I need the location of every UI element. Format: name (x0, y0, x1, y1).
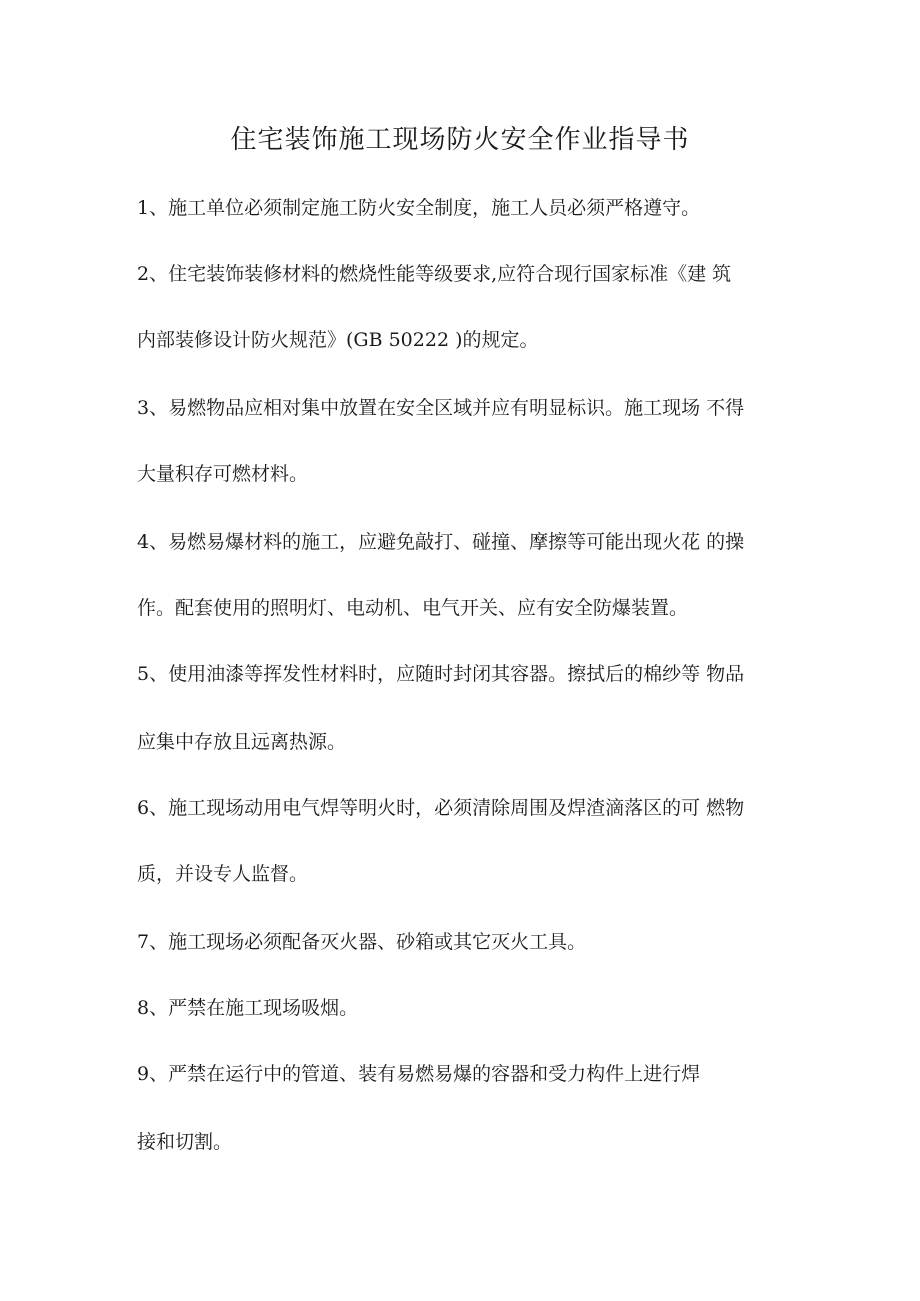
text-line: 大量积存可燃材料。 (137, 463, 309, 485)
text-line: 3、易燃物品应相对集中放置在安全区域并应有明显标识。施工现场 不得 (137, 397, 745, 419)
text-line: 接和切割。 (137, 1131, 233, 1153)
text-line: 1、施工单位必须制定施工防火安全制度，施工人员必须严格遵守。 (137, 197, 701, 219)
text-line: 内部装修设计防火规范》(GB 50222 )的规定。 (137, 329, 539, 351)
text-line: 5、使用油漆等挥发性材料时，应随时封闭其容器。擦拭后的棉纱等 物品 (137, 663, 745, 685)
text-line: 6、施工现场动用电气焊等明火时，必须清除周围及焊渣滴落区的可 燃物 (137, 797, 745, 819)
document-title: 住宅装饰施工现场防火安全作业指导书 (230, 125, 690, 155)
text-line: 应集中存放且远离热源。 (137, 731, 347, 753)
text-line: 8、严禁在施工现场吸烟。 (137, 997, 359, 1019)
text-line: 质，并设专人监督。 (137, 863, 309, 885)
text-line: 2、住宅装饰装修材料的燃烧性能等级要求,应符合现行国家标准《建 筑 (137, 263, 732, 285)
text-line: 作。配套使用的照明灯、电动机、电气开关、应有安全防爆装置。 (137, 597, 689, 619)
text-line: 7、施工现场必须配备灭火器、砂箱或其它灭火工具。 (137, 931, 587, 953)
text-line: 9、严禁在运行中的管道、装有易燃易爆的容器和受力构件上进行焊 (137, 1063, 701, 1085)
text-line: 4、易燃易爆材料的施工，应避免敲打、碰撞、摩擦等可能出现火花 的操 (137, 531, 745, 553)
